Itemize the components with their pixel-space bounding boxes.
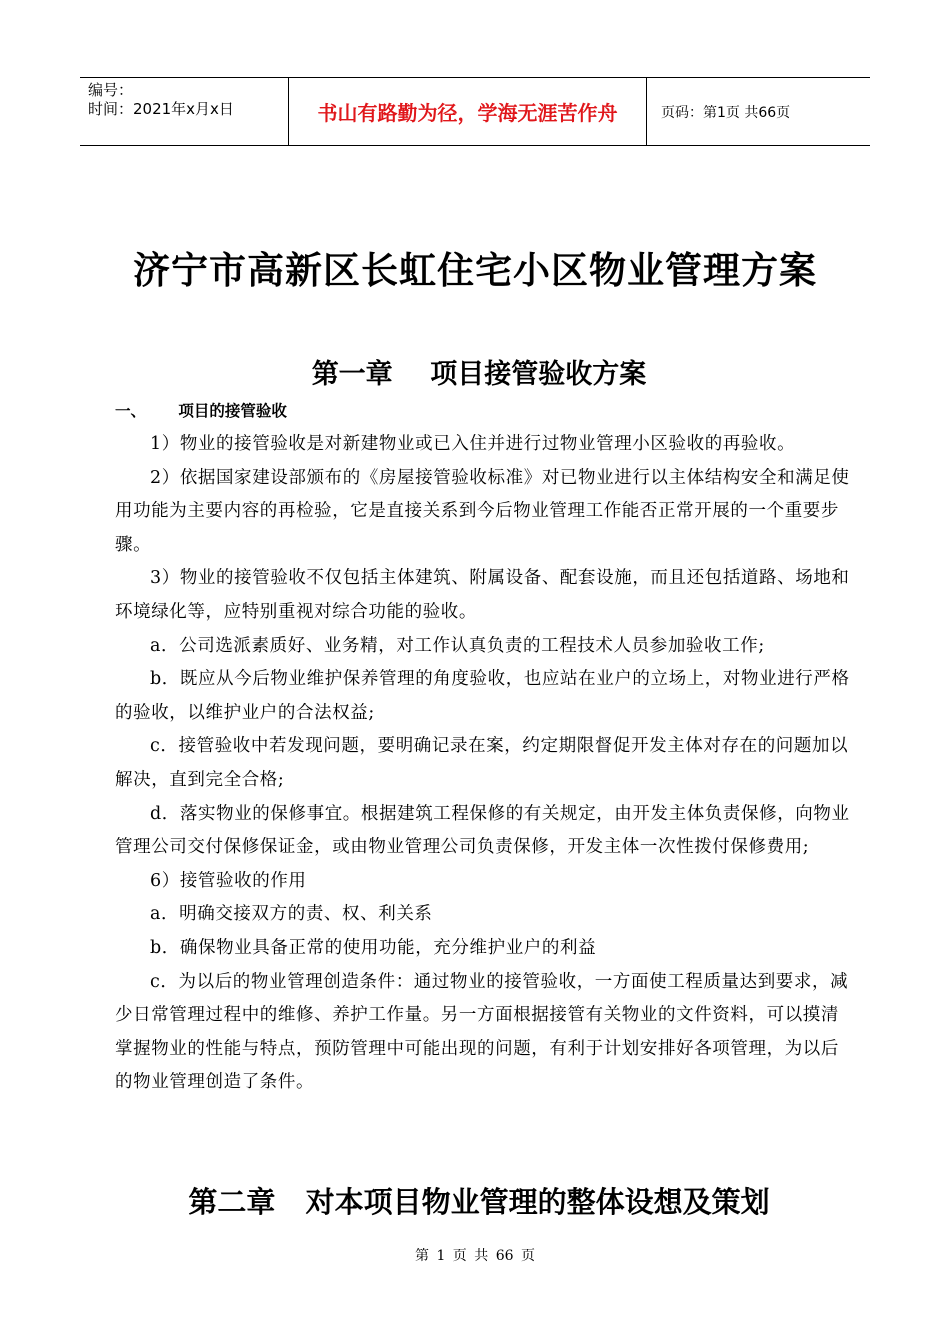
chapter-heading-2: 第二章 对本项目物业管理的整体设想及策划 <box>188 1185 770 1219</box>
page-footer: 第 1 页 共 66 页 <box>415 1248 535 1264</box>
paragraph: c．接管验收中若发现问题，要明确记录在案，约定期限督促开发主体对存在的问题加以解决，直到完全合格; <box>115 736 849 790</box>
header-page-info: 页码：第1页 共66页 <box>661 104 791 121</box>
paragraph: 2）依据国家建设部颁布的《房屋接管验收标准》对已物业进行以主体结构安全和满足使用功能为主要内容的再检验，它是直接关系到今后物业管理工作能否正常开展的一个重要步骤。 <box>115 467 850 555</box>
paragraph: 3）物业的接管验收不仅包括主体建筑、附属设备、配套设施，而且还包括道路、场地和环境绿化等，应特别重视对综合功能的验收。 <box>115 568 850 622</box>
header-motto: 书山有路勤为径，学海无涯苦作舟 <box>288 78 647 145</box>
section-heading-1: 一、 项目的接管验收 <box>115 401 287 420</box>
paragraph: c．为以后的物业管理创造条件：通过物业的接管验收，一方面使工程质量达到要求，减少日常管理过程中的维修、养护工作量。另一方面根据接管有关物业的文件资料，可以摸清掌握物业的性能与特点，预防管理中可能出现的问题，有利于计划安排好各项管理，为以后的物业管理创造了条件。 <box>115 971 849 1093</box>
document-header <box>80 77 870 146</box>
paragraph: a．明确交接双方的责、权、利关系 <box>150 904 433 925</box>
paragraph: d．落实物业的保修事宜。根据建筑工程保修的有关规定，由开发主体负责保修，向物业管理公司交付保修保证金，或由物业管理公司负责保修，开发主体一次性拨付保修费用; <box>115 803 850 858</box>
document-time-label: 时间：2021年x月x日 <box>88 100 234 118</box>
document-title: 济宁市高新区长虹住宅小区物业管理方案 <box>133 248 817 292</box>
chapter-heading-1: 第一章 项目接管验收方案 <box>311 359 647 390</box>
paragraph: 6）接管验收的作用 <box>150 870 307 891</box>
paragraph: b．确保物业具备正常的使用功能，充分维护业户的利益 <box>150 937 597 958</box>
body-text <box>115 428 855 1100</box>
paragraph: b．既应从今后物业维护保养管理的角度验收，也应站在业户的立场上，对物业进行严格的验收，以维护业户的合法权益; <box>115 669 850 723</box>
header-meta <box>80 78 288 145</box>
paragraph: 1）物业的接管验收是对新建物业或已入住并进行过物业管理小区验收的再验收。 <box>150 434 796 454</box>
document-number-label: 编号： <box>88 81 134 99</box>
paragraph: a．公司选派素质好、业务精，对工作认真负责的工程技术人员参加验收工作; <box>150 635 765 656</box>
